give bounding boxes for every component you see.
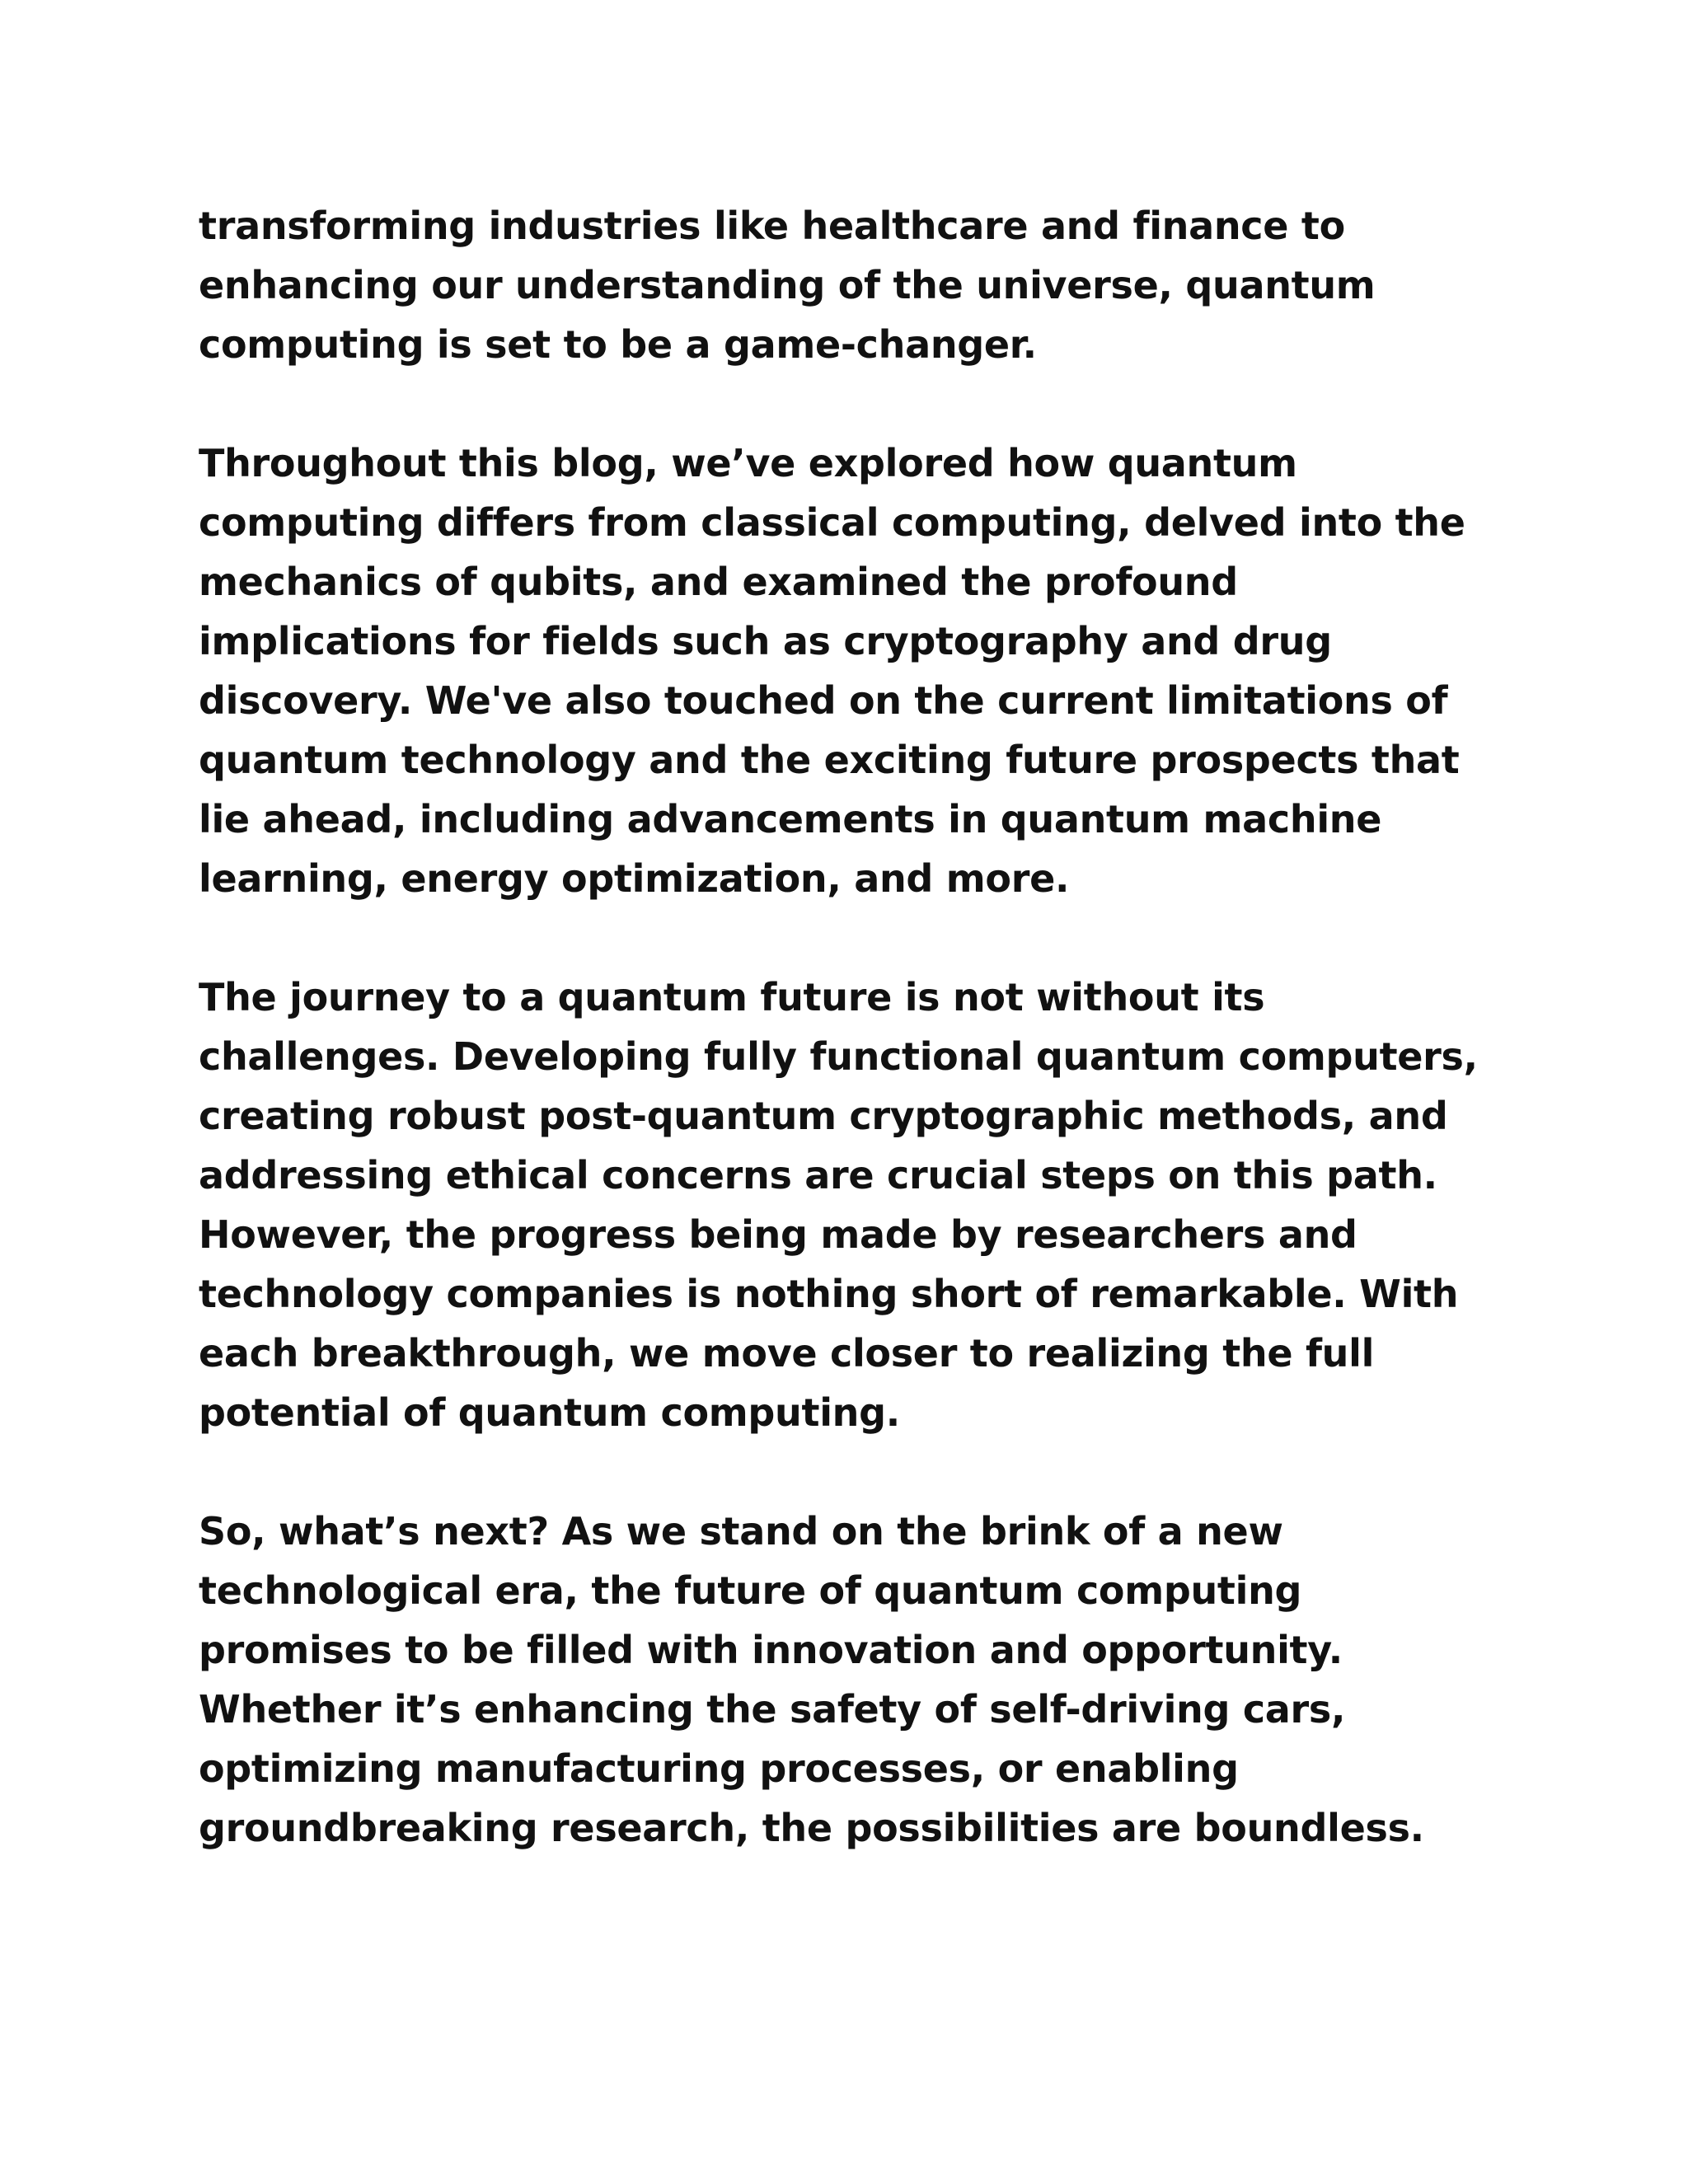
text-line: potential of quantum computing. xyxy=(199,1390,900,1435)
text-line: technological era, the future of quantum computing xyxy=(199,1568,1302,1613)
text-line: technology companies is nothing short of remarkable. With xyxy=(199,1272,1459,1316)
text-line: groundbreaking research, the possibilities are boundless. xyxy=(199,1806,1424,1850)
text-line: lie ahead, including advancements in quantum machine xyxy=(199,797,1382,841)
text-line: challenges. Developing fully functional quantum computers, xyxy=(199,1034,1478,1079)
text-line: addressing ethical concerns are crucial steps on this path. xyxy=(199,1153,1437,1197)
text-line: computing differs from classical computing, delved into the xyxy=(199,500,1465,545)
text-line: mechanics of qubits, and examined the profound xyxy=(199,560,1238,604)
paragraph-3 xyxy=(199,968,1534,1442)
paragraph-1 xyxy=(199,196,1534,374)
text-line: discovery. We've also touched on the current limitations of xyxy=(199,678,1448,723)
text-line: So, what’s next? As we stand on the brink of a new xyxy=(199,1509,1283,1554)
text-line: each breakthrough, we move closer to realizing the full xyxy=(199,1331,1375,1376)
text-line: optimizing manufacturing processes, or enabling xyxy=(199,1746,1239,1791)
text-line: learning, energy optimization, and more. xyxy=(199,856,1070,901)
text-line: The journey to a quantum future is not without its xyxy=(199,975,1265,1019)
paragraph-2 xyxy=(199,434,1534,908)
text-line: Whether it’s enhancing the safety of self-driving cars, xyxy=(199,1687,1346,1732)
text-line: Throughout this blog, we’ve explored how quantum xyxy=(199,441,1297,485)
document-body xyxy=(199,196,1534,1917)
text-line: However, the progress being made by researchers and xyxy=(199,1212,1357,1257)
text-line: transforming industries like healthcare and finance to xyxy=(199,204,1345,248)
text-line: implications for fields such as cryptography and drug xyxy=(199,619,1332,663)
text-line: creating robust post-quantum cryptographic methods, and xyxy=(199,1094,1448,1138)
text-line: enhancing our understanding of the universe, quantum xyxy=(199,263,1376,307)
text-line: quantum technology and the exciting future prospects that xyxy=(199,738,1460,782)
text-line: promises to be filled with innovation and opportunity. xyxy=(199,1628,1343,1672)
paragraph-4 xyxy=(199,1502,1534,1858)
text-line: computing is set to be a game-changer. xyxy=(199,322,1037,367)
